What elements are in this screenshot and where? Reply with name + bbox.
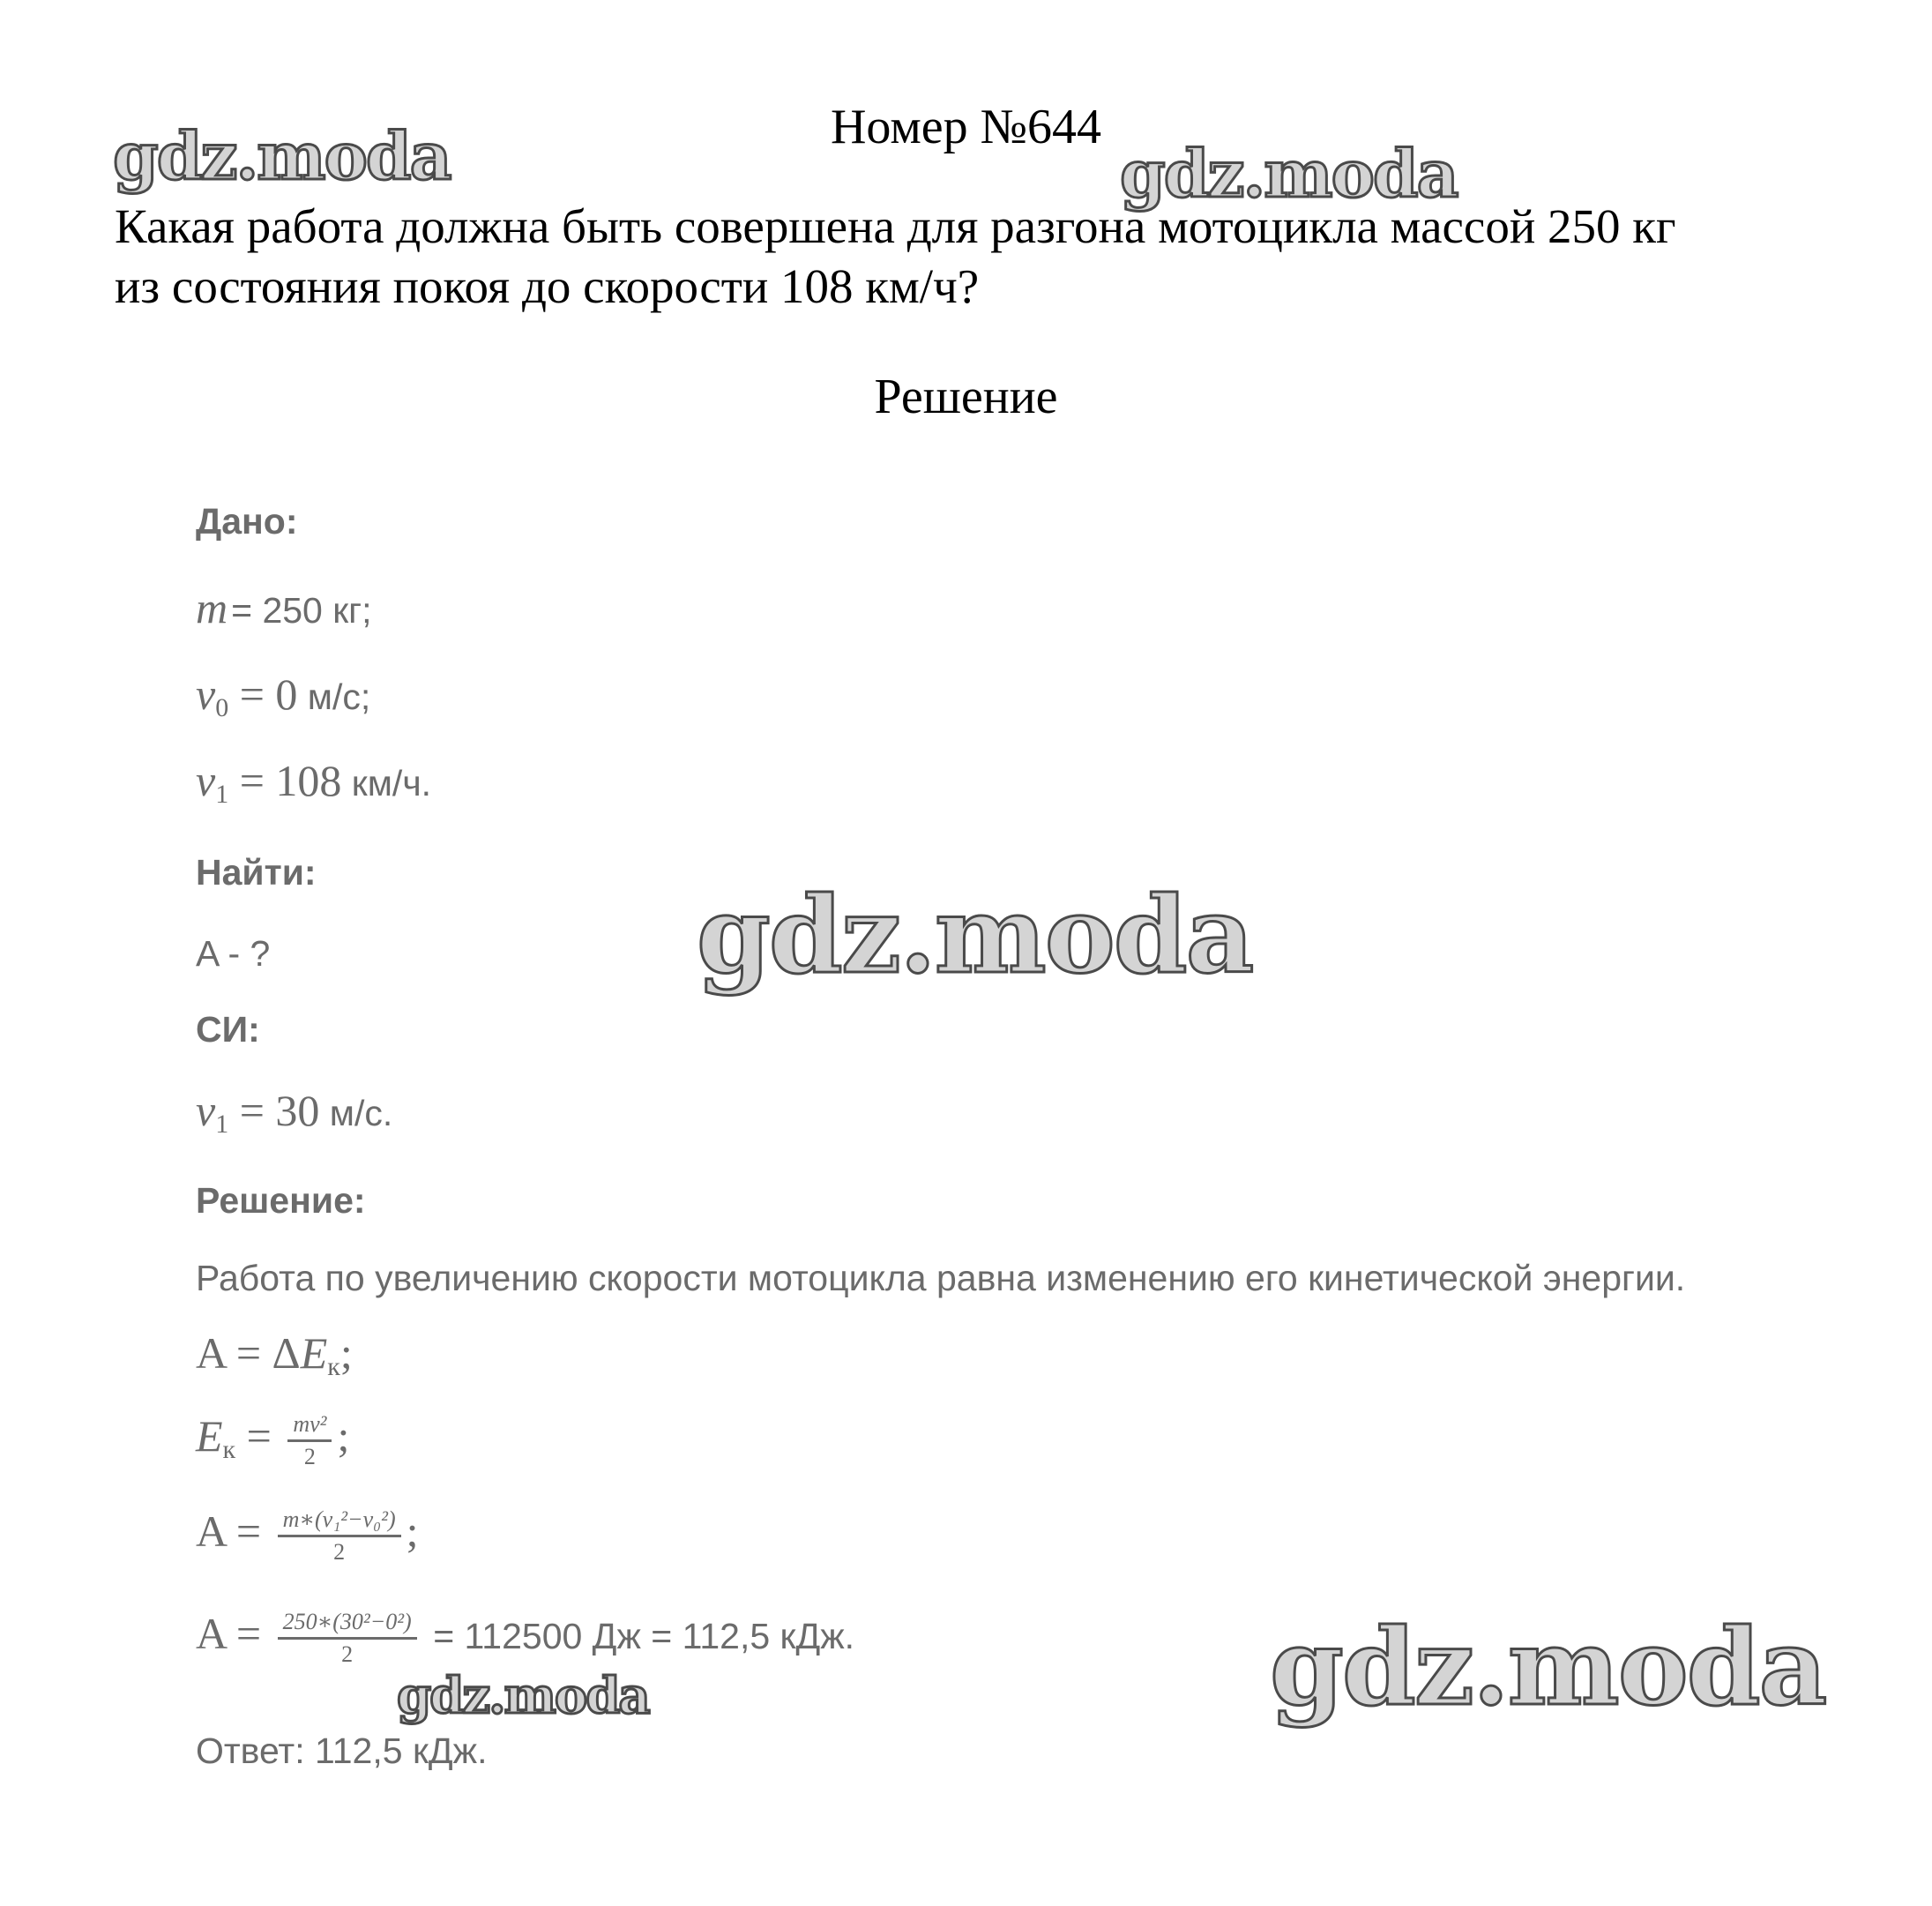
explanation-text: Работа по увеличению скорости мотоцикла равна изменению его кинетической энергии. bbox=[196, 1258, 1686, 1298]
question-line-1: Какая работа должна быть совершена для разгона мотоцикла массой 250 кг bbox=[115, 199, 1676, 253]
given-label: Дано: bbox=[196, 501, 298, 542]
watermark-top-center: gdz.moda bbox=[1120, 137, 1458, 213]
watermark-bottom-small: gdz.moda bbox=[397, 1667, 649, 1725]
given-v0: $v_0 = 0$ м/с; bbox=[196, 669, 371, 722]
equation-work-result: A = $\frac{\text{250∗(30²−0²)}}{2}$ = 112500 Дж = 112,5 кДж. bbox=[196, 1608, 855, 1667]
given-v1: $v_1 = 108$ км/ч. bbox=[196, 756, 432, 809]
find-label: Найти: bbox=[196, 852, 317, 893]
find-value: A - ? bbox=[196, 933, 271, 974]
question-line-2: из состояния покоя до скорости 108 км/ч? bbox=[115, 259, 980, 313]
si-label: СИ: bbox=[196, 1009, 260, 1050]
page-title: Номер №644 bbox=[830, 100, 1102, 154]
si-v1: $v_1 = 30$ м/с. bbox=[196, 1086, 393, 1139]
answer-text: Ответ: 112,5 кДж. bbox=[196, 1730, 488, 1771]
watermark-top-left: gdz.moda bbox=[113, 119, 451, 195]
solution-heading: Решение bbox=[874, 370, 1058, 424]
equation-work-formula: A = $\frac{\text{m∗(v₁²−v₀²)}}{2}$ ; bbox=[196, 1506, 419, 1565]
solution-label: Решение: bbox=[196, 1180, 366, 1221]
given-m: m = 250 кг; bbox=[196, 583, 372, 632]
watermark-bottom-right: gdz.moda bbox=[1270, 1605, 1826, 1730]
watermark-center: gdz.moda bbox=[697, 873, 1253, 998]
equation-kinetic-energy: $E_к$ = $\frac{\text{mv²}}{2}$ ; bbox=[196, 1410, 350, 1469]
equation-work: $A = \Delta E_к$; bbox=[196, 1328, 353, 1381]
